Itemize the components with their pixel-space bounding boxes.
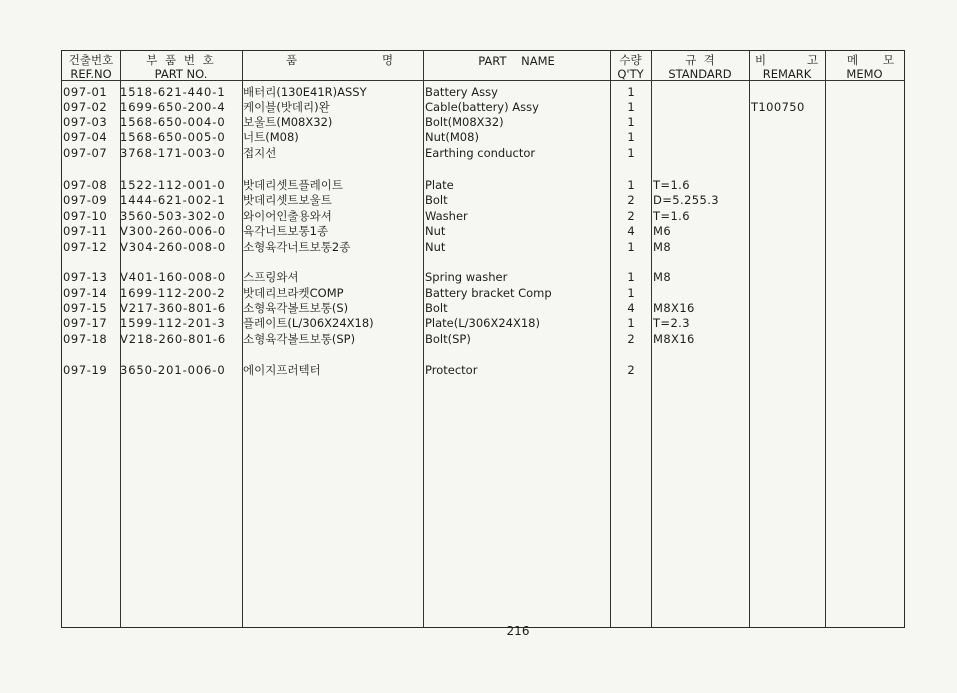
quantity-cell: 1: [627, 146, 635, 160]
quantity-cell: 2: [627, 363, 635, 377]
header-memo: [825, 51, 904, 80]
korean-name-cell: 보울트(M08X32): [243, 115, 333, 129]
part-name-cell: Cable(battery) Assy: [425, 100, 539, 114]
part-no-cell: 1699-650-200-4: [120, 100, 226, 114]
quantity-cell: 2: [627, 209, 635, 223]
part-no-cell: V401-160-008-0: [120, 270, 227, 284]
header-rem-ko-2: 고: [807, 53, 819, 67]
quantity-cell: 1: [627, 115, 635, 129]
quantity-cell: 1: [627, 100, 635, 114]
korean-name-cell: 소형육각볼트보통(S): [243, 301, 349, 315]
ref-no-cell: 097-11: [63, 224, 108, 238]
part-name-cell: Battery Assy: [425, 85, 498, 99]
part-name-cell: Bolt(M08X32): [425, 115, 504, 129]
part-name-cell: Bolt: [425, 301, 448, 315]
quantity-cell: 2: [627, 193, 635, 207]
column-divider: [423, 51, 424, 627]
part-no-cell: 1699-112-200-2: [120, 286, 226, 300]
korean-name-cell: 스프링와셔: [243, 270, 299, 284]
header-qty: [610, 51, 651, 80]
header-std-en: STANDARD: [668, 67, 732, 81]
korean-name-cell: 밧데리셋트보울트: [243, 193, 332, 207]
ref-no-cell: 097-04: [63, 130, 108, 144]
part-no-cell: 3768-171-003-0: [120, 146, 226, 160]
part-no-cell: 1599-112-201-3: [120, 316, 226, 330]
korean-name-cell: 접지선: [243, 146, 277, 160]
part-no-cell: 1518-621-440-1: [120, 85, 226, 99]
header-name-en: PART NAME: [478, 54, 555, 68]
quantity-cell: 4: [627, 224, 635, 238]
ref-no-cell: 097-10: [63, 209, 108, 223]
standard-cell: D=5.255.3: [653, 193, 719, 207]
column-divider: [749, 51, 750, 627]
header-part-no: [120, 51, 242, 80]
ref-no-cell: 097-09: [63, 193, 108, 207]
ref-no-cell: 097-08: [63, 178, 108, 192]
page-number: 216: [506, 624, 530, 638]
header-name-ko-1: 품: [286, 53, 298, 67]
quantity-cell: 1: [627, 85, 635, 99]
quantity-cell: 1: [627, 286, 635, 300]
quantity-cell: 1: [627, 316, 635, 330]
part-name-cell: Plate(L/306X24X18): [425, 316, 540, 330]
korean-name-cell: 케이블(밧데리)완: [243, 100, 330, 114]
korean-name-cell: 너트(M08): [243, 130, 299, 144]
part-no-cell: V300-260-006-0: [120, 224, 227, 238]
part-no-cell: 3560-503-302-0: [120, 209, 226, 223]
part-name-cell: Nut: [425, 224, 446, 238]
part-no-cell: 1522-112-001-0: [120, 178, 226, 192]
quantity-cell: 4: [627, 301, 635, 315]
header-name-ko-2: 명: [382, 53, 394, 67]
korean-name-cell: 와이어인출용와셔: [243, 209, 332, 223]
header-rem-ko-1: 비: [755, 53, 767, 67]
korean-name-cell: 소형육각볼트보통(SP): [243, 332, 356, 346]
ref-no-cell: 097-19: [63, 363, 108, 377]
part-no-cell: 3650-201-006-0: [120, 363, 226, 377]
part-name-cell: Nut(M08): [425, 130, 479, 144]
remark-cell: T100750: [751, 100, 805, 114]
part-name-cell: Washer: [425, 209, 468, 223]
korean-name-cell: 에이지프러텍터: [243, 363, 321, 377]
ref-no-cell: 097-13: [63, 270, 108, 284]
header-memo-en: MEMO: [846, 67, 883, 81]
standard-cell: T=1.6: [653, 209, 690, 223]
ref-no-cell: 097-03: [63, 115, 108, 129]
header-standard: [651, 51, 749, 80]
part-name-cell: Spring washer: [425, 270, 508, 284]
header-memo-ko-2: 모: [883, 53, 895, 67]
header-part-en: PART NO.: [154, 67, 208, 81]
header-rem-en: REMARK: [762, 67, 812, 81]
column-divider: [651, 51, 652, 627]
part-no-cell: 1444-621-002-1: [120, 193, 226, 207]
ref-no-cell: 097-02: [63, 100, 108, 114]
part-name-cell: Bolt(SP): [425, 332, 471, 346]
part-name-cell: Nut: [425, 240, 446, 254]
part-name-cell: Protector: [425, 363, 478, 377]
standard-cell: M6: [653, 224, 672, 238]
standard-cell: M8X16: [653, 301, 695, 315]
standard-cell: M8X16: [653, 332, 695, 346]
column-divider: [825, 51, 826, 627]
part-no-cell: V217-360-801-6: [120, 301, 227, 315]
parts-list-table: [61, 50, 905, 628]
quantity-cell: 2: [627, 332, 635, 346]
header-std-ko: 규 격: [685, 53, 715, 67]
standard-cell: M8: [653, 270, 672, 284]
part-name-cell: Battery bracket Comp: [425, 286, 552, 300]
ref-no-cell: 097-14: [63, 286, 108, 300]
header-ref-en: REF.NO: [70, 67, 112, 81]
korean-name-cell: 육각너트보통1종: [243, 224, 329, 238]
quantity-cell: 1: [627, 240, 635, 254]
quantity-cell: 1: [627, 130, 635, 144]
ref-no-cell: 097-01: [63, 85, 108, 99]
korean-name-cell: 플레이트(L/306X24X18): [243, 316, 374, 330]
part-no-cell: V304-260-008-0: [120, 240, 227, 254]
part-name-cell: Earthing conductor: [425, 146, 536, 160]
korean-name-cell: 밧데리셋트플레이트: [243, 178, 343, 192]
part-no-cell: V218-260-801-6: [120, 332, 227, 346]
ref-no-cell: 097-18: [63, 332, 108, 346]
header-name-ko: [242, 51, 423, 80]
standard-cell: M8: [653, 240, 672, 254]
header-qty-en: Q'TY: [617, 67, 644, 81]
standard-cell: T=2.3: [653, 316, 690, 330]
ref-no-cell: 097-17: [63, 316, 108, 330]
quantity-cell: 1: [627, 178, 635, 192]
korean-name-cell: 밧데리브라켓COMP: [243, 286, 344, 300]
part-name-cell: Bolt: [425, 193, 448, 207]
header-ref-ko: 건출번호: [68, 53, 114, 67]
header-ref-no: [62, 51, 120, 80]
quantity-cell: 1: [627, 270, 635, 284]
standard-cell: T=1.6: [653, 178, 690, 192]
part-no-cell: 1568-650-004-0: [120, 115, 226, 129]
part-name-cell: Plate: [425, 178, 454, 192]
header-part-name: [423, 51, 610, 80]
header-qty-ko: 수량: [619, 53, 642, 67]
ref-no-cell: 097-12: [63, 240, 108, 254]
header-remark: [749, 51, 825, 80]
korean-name-cell: 소형육각너트보통2종: [243, 240, 351, 254]
header-memo-ko-1: 메: [847, 53, 859, 67]
korean-name-cell: 배터리(130E41R)ASSY: [243, 85, 367, 99]
header-part-ko: 부 품 번 호: [146, 53, 216, 67]
ref-no-cell: 097-07: [63, 146, 108, 160]
ref-no-cell: 097-15: [63, 301, 108, 315]
part-no-cell: 1568-650-005-0: [120, 130, 226, 144]
